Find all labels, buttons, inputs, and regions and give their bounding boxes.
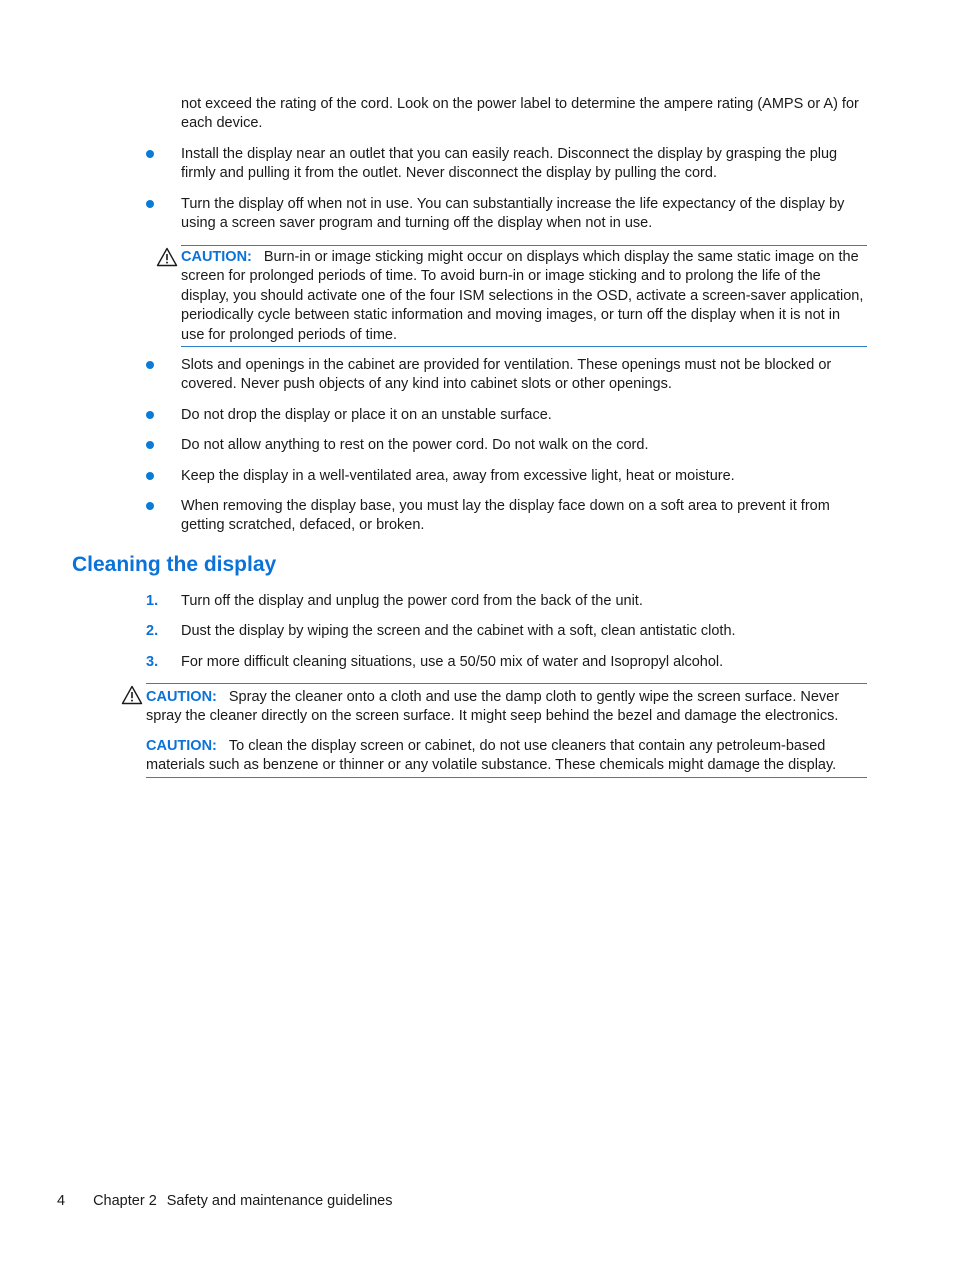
warning-triangle-icon [121, 685, 143, 705]
bullet-dot-icon [146, 150, 154, 158]
bullet-dot-icon [146, 441, 154, 449]
caution-label: CAUTION: [181, 249, 252, 265]
bullet-dot-icon [146, 200, 154, 208]
step-text: For more difficult cleaning situations, use a 50/50 mix of water and Isopropyl alcohol. [181, 654, 724, 670]
bullet-dot-icon [146, 361, 154, 369]
continuation-paragraph: not exceed the rating of the cord. Look on the power label to determine the ampere rating (AMPS or A) for each device. [181, 96, 859, 132]
chapter-title: Safety and maintenance guidelines [166, 1193, 393, 1209]
caution-paragraph [146, 737, 867, 776]
bullet-dot-icon [146, 411, 154, 419]
step-text: Turn off the display and unplug the power cord from the back of the unit. [181, 593, 643, 609]
list-item: Slots and openings in the cabinet are provided for ventilation. These openings must not be blocked or covered. Never push objects of any kind into cabinet slots or other openings. [181, 357, 832, 393]
bullet-dot-icon [146, 502, 154, 510]
caution-box [181, 245, 867, 347]
list-item: Do not allow anything to rest on the power cord. Do not walk on the cord. [181, 437, 649, 453]
caution-box [146, 683, 867, 778]
page-footer [57, 1192, 392, 1211]
caution-label: CAUTION: [146, 737, 217, 754]
section-heading: Cleaning the display [72, 553, 277, 576]
caution-paragraph [181, 248, 867, 345]
list-item: Turn the display off when not in use. You can substantially increase the life expectancy of the display by using a screen saver program and turning off the display when not in use. [181, 196, 845, 232]
page-number: 4 [57, 1193, 66, 1209]
caution-text: To clean the display screen or cabinet, do not use cleaners that contain any petroleum-based materials such as benzene or thinner or any volatile substance. These chemicals might damage the display. [146, 737, 837, 774]
bullet-dot-icon [146, 472, 154, 480]
list-item: Install the display near an outlet that you can easily reach. Disconnect the display by grasping the plug firmly and pulling it from the outlet. Never disconnect the display by pulling the cord. [181, 146, 838, 182]
step-text: Dust the display by wiping the screen and the cabinet with a soft, clean antistatic cloth. [181, 623, 736, 639]
caution-text: Spray the cleaner onto a cloth and use the damp cloth to gently wipe the screen surface. Never spray the cleaner directly on the screen surface. It might seep behind the bezel and damage the electronics. [146, 689, 840, 725]
warning-triangle-icon [156, 247, 178, 267]
list-item: When removing the display base, you must lay the display face down on a soft area to prevent it from getting scratched, defaced, or broken. [181, 498, 830, 534]
caution-text: Burn-in or image sticking might occur on displays which display the same static image on the screen for prolonged periods of time. To avoid burn-in or image sticking and to prolong the life of the display, you should activate one of the four ISM selections in the OSD, activate a screen-saver application, periodically cycle between static information and moving images, or turn off the display when it is not in use for prolonged periods of time. [181, 249, 864, 343]
step-number: 2. [146, 623, 159, 639]
list-item: Do not drop the display or place it on an unstable surface. [181, 407, 552, 423]
step-number: 3. [146, 654, 159, 670]
caution-paragraph [146, 688, 867, 727]
list-item: Keep the display in a well-ventilated area, away from excessive light, heat or moisture. [181, 468, 735, 484]
caution-label: CAUTION: [146, 689, 217, 705]
step-number: 1. [146, 593, 159, 609]
chapter-label: Chapter 2 [93, 1193, 157, 1209]
